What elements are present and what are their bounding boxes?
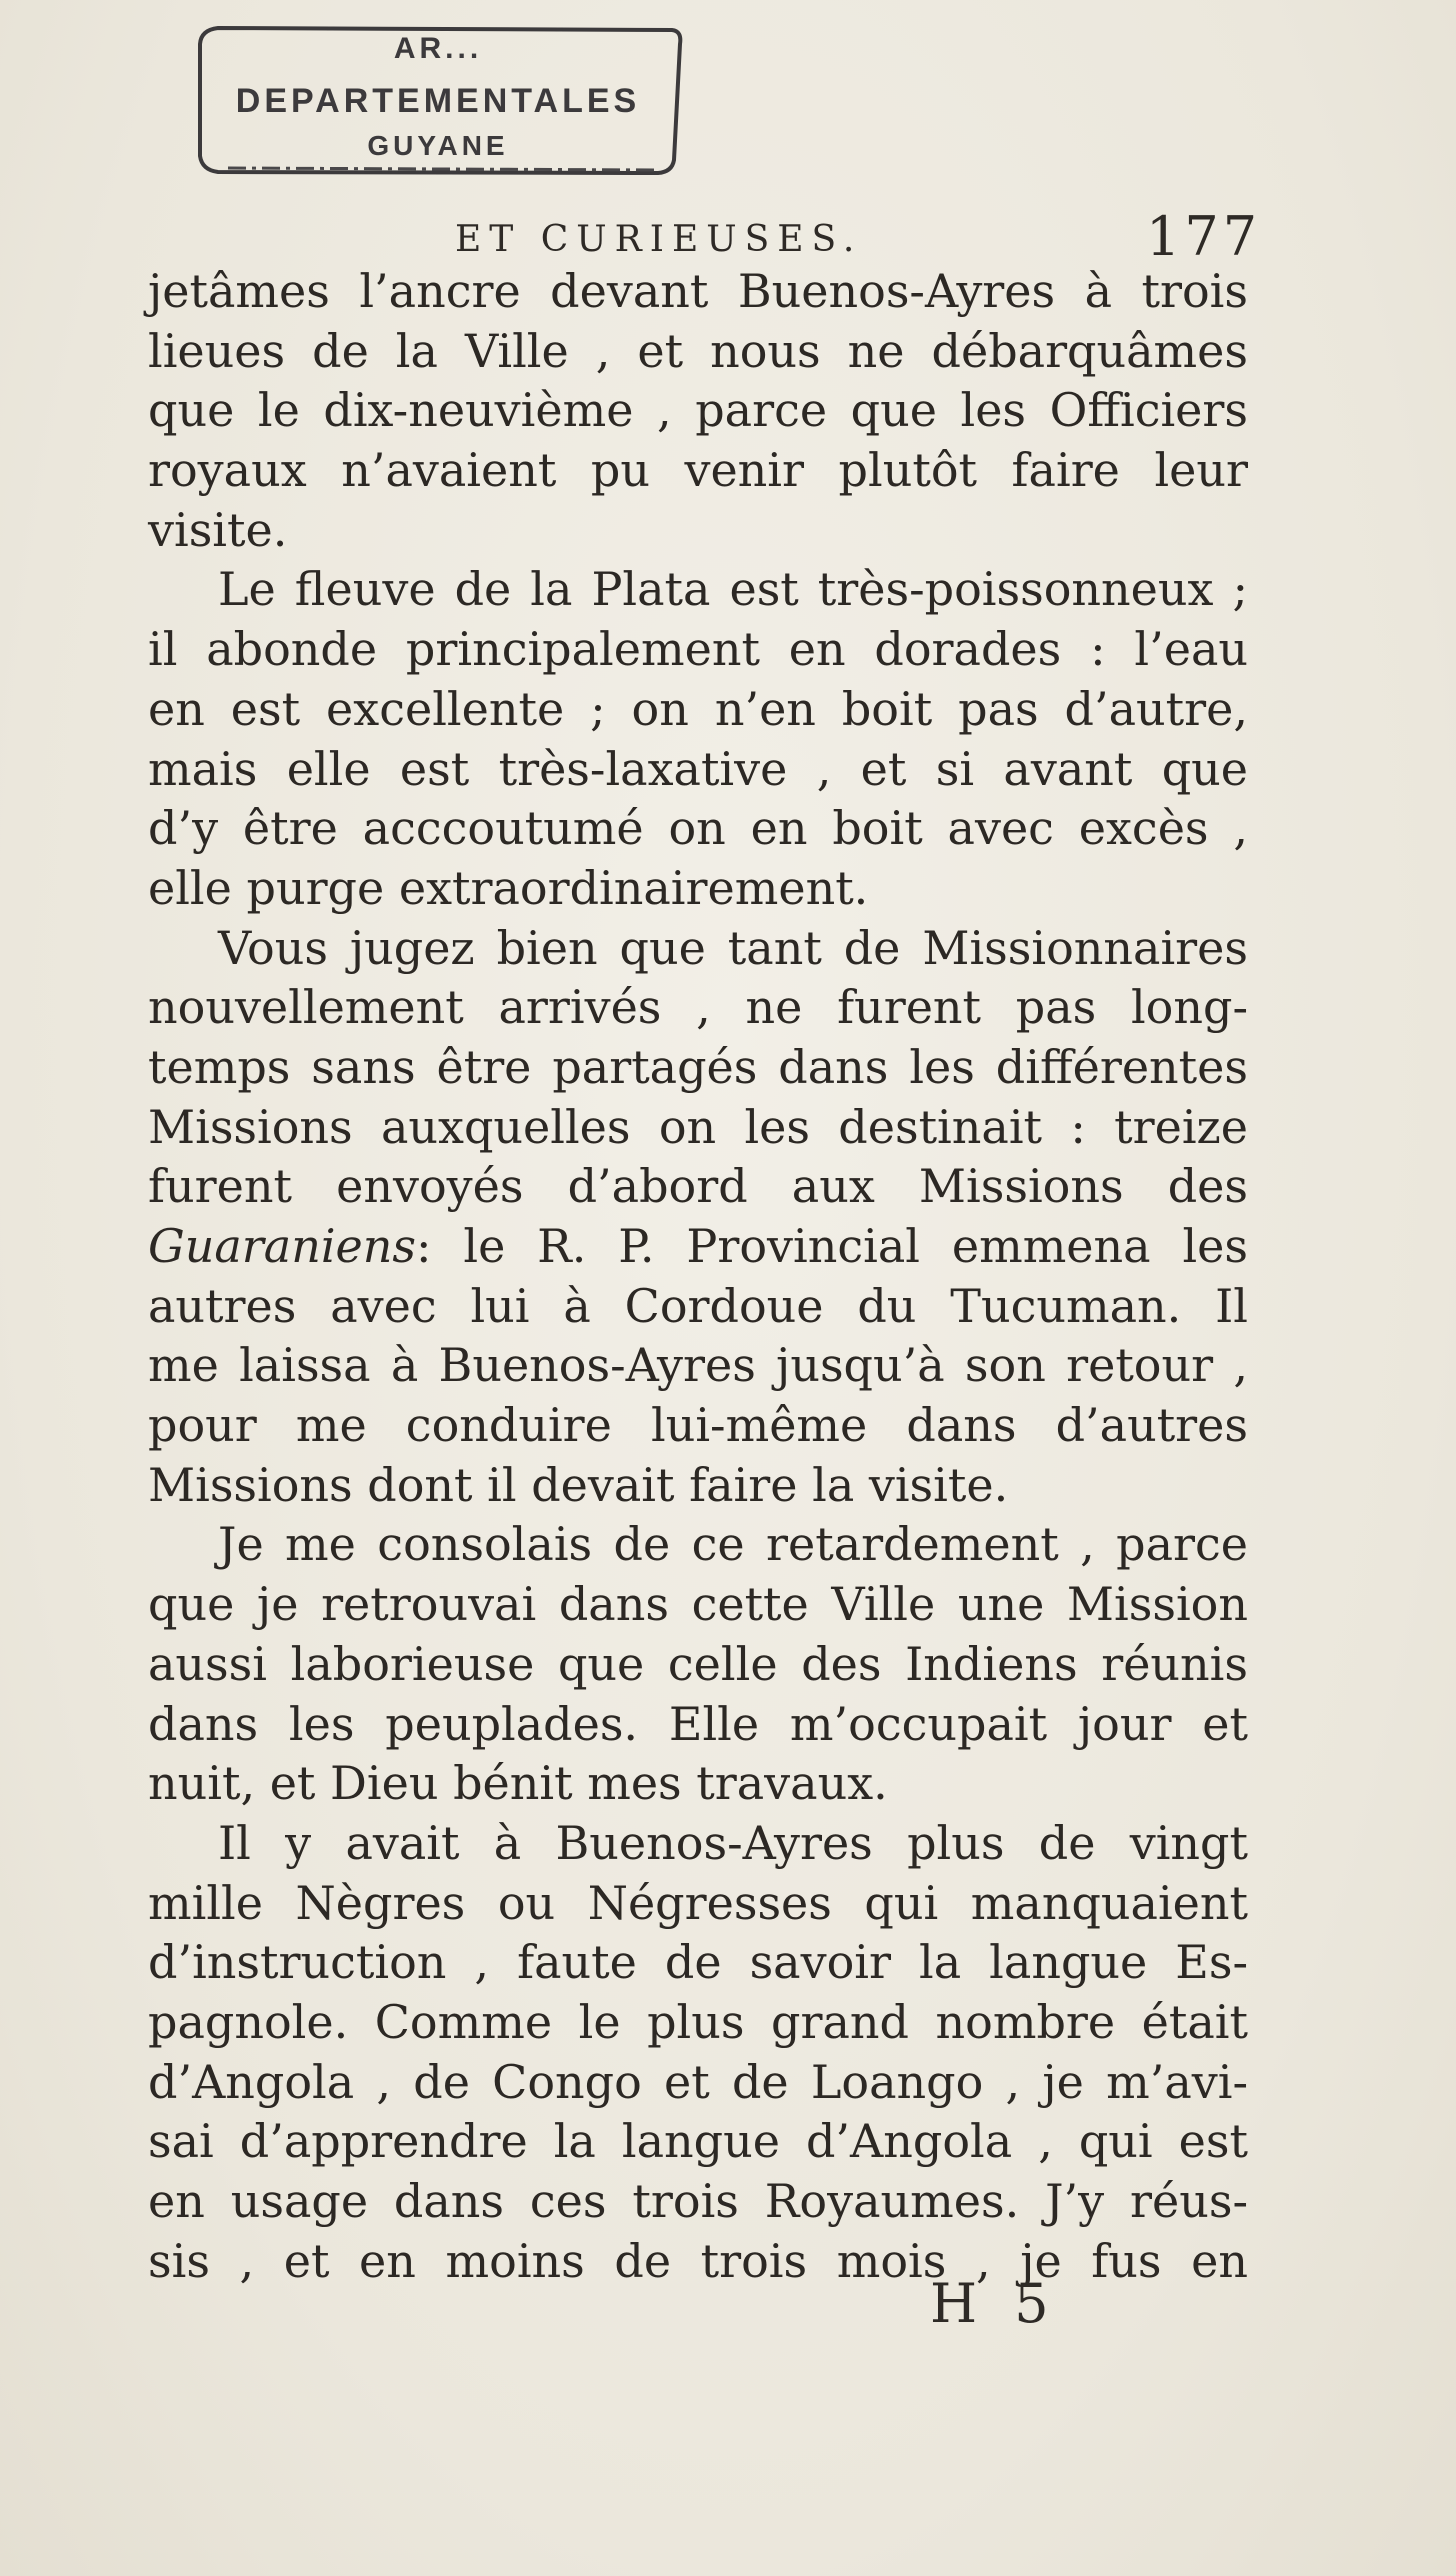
text-line: pour me conduire lui-même dans d’autres — [148, 1398, 1248, 1453]
text-line: mille Nègres ou Négresses qui manquaient — [148, 1875, 1248, 1930]
paragraph-start-line: Il y avait à Buenos-Ayres plus de vingt — [218, 1815, 1248, 1870]
text-line: pagnole. Comme le plus grand nombre était — [148, 1994, 1248, 2049]
text-line: d’y être acccoutumé on en boit avec excès , — [148, 801, 1248, 856]
running-title: ET CURIEUSES. — [455, 219, 863, 260]
text-line: mais elle est très-laxative , et si avant que — [148, 741, 1248, 796]
text-line: d’Angola , de Congo et de Loango , je m’avi- — [148, 2054, 1248, 2109]
text-line: dans les peuplades. Elle m’occupait jour et — [148, 1696, 1248, 1751]
text-line — [148, 1217, 1248, 1277]
text-line: nuit, et Dieu bénit mes travaux. — [148, 1756, 888, 1811]
text-line: elle purge extraordinairement. — [148, 860, 869, 915]
signature-mark: H 5 — [930, 2272, 1059, 2335]
text-line: il abonde principalement en dorades : l’eau — [148, 622, 1248, 677]
text-line: autres avec lui à Cordoue du Tucuman. Il — [148, 1278, 1248, 1333]
stamp-line-2: DEPARTEMENTALES — [235, 82, 641, 120]
text-line: me laissa à Buenos-Ayres jusqu’à son retour , — [148, 1338, 1248, 1393]
paragraph-start-line: Vous jugez bien que tant de Missionnaires — [218, 920, 1248, 975]
text-line: visite. — [148, 502, 288, 557]
body-text — [148, 262, 1248, 2291]
text-line: Missions auxquelles on les destinait : treize — [148, 1099, 1248, 1154]
paragraph-start-line: Le fleuve de la Plata est très-poissonneux ; — [218, 562, 1248, 617]
paragraph-start-line: Je me consolais de ce retardement , parce — [218, 1517, 1248, 1572]
text-line: en est excellente ; on n’en boit pas d’autre, — [148, 681, 1248, 736]
stamp-line-3: GUYANE — [367, 130, 509, 161]
text-line: que le dix-neuvième , parce que les Officiers — [148, 383, 1248, 438]
archive-stamp — [188, 22, 688, 180]
text-line: Missions dont il devait faire la visite. — [148, 1457, 1009, 1512]
text-line: aussi laborieuse que celle des Indiens réunis — [148, 1636, 1248, 1691]
running-head — [0, 205, 1456, 268]
text-line: lieues de la Ville , et nous ne débarquâmes — [148, 323, 1248, 378]
text-line: temps sans être partagés dans les différentes — [148, 1039, 1248, 1094]
text-line: d’instruction , faute de savoir la langue Es- — [148, 1935, 1248, 1990]
text-line: royaux n’avaient pu venir plutôt faire leur — [148, 443, 1248, 498]
stamp-line-1: AR... — [393, 32, 483, 65]
page-number: 177 — [1146, 205, 1262, 268]
text-line: furent envoyés d’abord aux Missions des — [148, 1159, 1248, 1214]
text-line: sis , et en moins de trois mois , je fus en — [148, 2233, 1248, 2288]
italic-term: Guaraniens — [148, 1219, 417, 1273]
text-line: sai d’apprendre la langue d’Angola , qui est — [148, 2114, 1248, 2169]
text-line: jetâmes l’ancre devant Buenos-Ayres à trois — [148, 264, 1248, 318]
text-fragment: : le R. P. Provincial emmena les — [416, 1219, 1248, 1273]
text-line: que je retrouvai dans cette Ville une Mission — [148, 1577, 1248, 1632]
text-line: en usage dans ces trois Royaumes. J’y réus- — [148, 2174, 1248, 2228]
text-line: nouvellement arrivés , ne furent pas long- — [148, 980, 1248, 1035]
